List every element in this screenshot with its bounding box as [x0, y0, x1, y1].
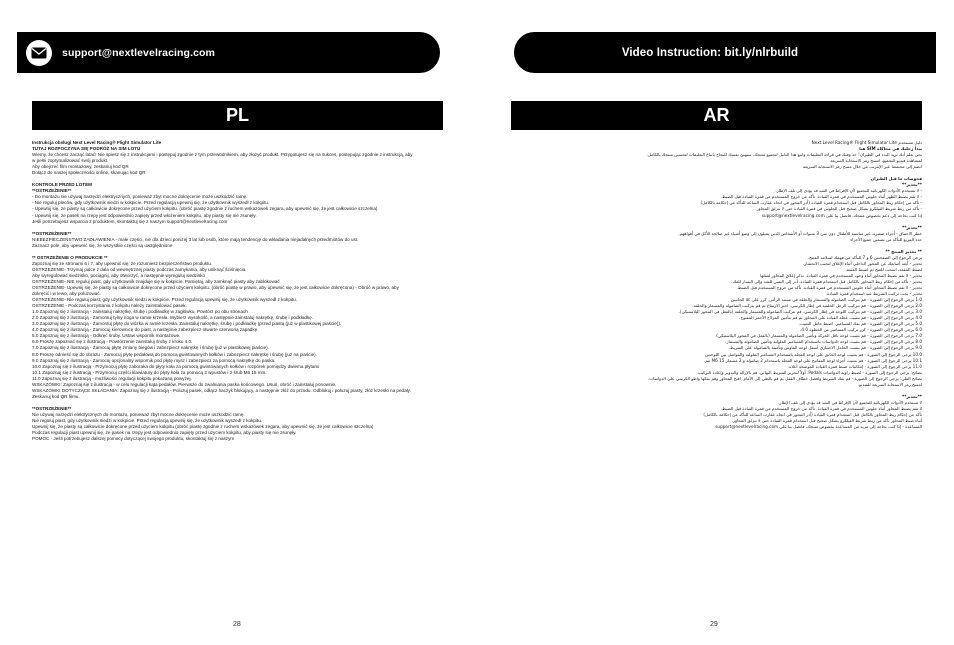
- video-instruction-link[interactable]: Video Instruction: bit.ly/nlrbuild: [621, 46, 799, 59]
- text-line: 10.0 يرجى الرجوع إلى الصورة - قم بتثبيت لوحة الخانق على لوحة العجلة باستخدام المسامير الملولبة والفواصل بين اللوحتين: [705, 351, 922, 357]
- text-line: Wiemy, że chcesz zacząć latać! Nie spiesz się z instrukcjami i postępuj zgodnie z tym przewodnikiem, aby złożyć produkt. Przygotujesz się na sukces, postępując zgodnie z instrukcją, aby: [32, 152, 413, 158]
- text-line: OSTRZEŻENIE- NIE reguluj piast, gdy użytkownik znajduje się w kokpicie. Pamiętaj, aby zamknąć piasty aby zablokować: [32, 278, 280, 284]
- text-line: - تأكد من إحكام ربط المحاور بالكامل قبل استخدام قمرة القيادة (أدر المحور في اتجاه عقارب الساعة للتأكد من إحكامه بالكامل): [700, 200, 922, 206]
- text-line: 7.0 Zapoznaj się z ilustracją - Zamocuj płytę zmiany biegów i zabezpiecz nakrętkę i śrubę (już w plastikowej piaście).: [32, 345, 269, 351]
- text-line: 2.0 يرجى الرجوع إلى الصورة - قم بتركيب الرجل الخلفية في إطار الكرسي. اختر الارتفاع ثم قم بتركيب الصامولة والمسمار والحلقة.: [692, 303, 922, 309]
- text-line: 11.0 يرجى الرجوع إلى الصورة - إمكانيات ضبط قمرة القيادة الموضحة أعلاه.: [787, 363, 922, 369]
- text-line: Nie używaj narzędzi elektrycznych do montażu, ponieważ zbyt mocne dokręcenie może uszkodzić ramę.: [32, 411, 245, 417]
- page-number-left: 28: [233, 621, 241, 628]
- text-line: WSKAZÓWKI: Zapoznaj się z ilustracją - w celu regulacji kąta pedałów. Pierwsze do zwalniania paska końcowego. Usuń, obróć i zainstaluj ponownie.: [32, 381, 337, 387]
- text-line: نصائح الطي: يرجى الرجوع إلى الصورة - قم بفك الشريط وافصل خطاف القفل ثم قم بالطي إلى الأمام. افتح المحاور وقم بفكها واطو الكرسي على الدواسات.: [647, 375, 922, 381]
- section-heading: **OSTRZEŻENIE**: [32, 405, 72, 411]
- text-line: امسح رمز الاستجابة السريعة للفيديو.: [857, 381, 922, 387]
- text-line: المساعدة - إذا كنت بحاجة إلى مزيد من المساعدة بخصوص منتجك، فاتصل بنا على support@nextlevelracing.com: [715, 424, 922, 430]
- text-line: 6.0 يرجى الرجوع إلى الصورة - كرر تركيب المسامير من الخطوة 4.0.: [799, 327, 922, 333]
- text-line: لضبط المقعد، اسحب للفتح ثم اضبط المقعد: [845, 266, 922, 272]
- text-line: Zeskanuj kod QR filmu.: [32, 393, 80, 399]
- text-line: 4.0 Zapoznaj się z ilustracją - Zamocuj kierownicę do piast, a następnie zabezpiecz otwarte czerwoną zapadkę.: [32, 327, 259, 333]
- text-line: 2.0 Zapoznaj się z ilustracją - Zamontuj tylny noga w ramie krzesła. Wybierz wysokość, a następnie zainstaluj nakrętkę, śrubę i podkładkę.: [32, 315, 314, 321]
- text-line: 8.0 يرجى الرجوع إلى الصورة - قم بتثبيت لوحة الدواسات باستخدام المسامير الملولبة وتأمين الصامولة والمسمار.: [725, 339, 922, 345]
- text-line: تحذير - يجب تركيب الشريط عند استخدام قمرة القيادة.: [825, 291, 922, 297]
- text-line: OSTRZEŻENIE- Nie reguluj piast, gdy użytkownik siedzi w kokpicie. Przed regulacją upewnij się, że użytkownik wyszedł z kokpitu.: [32, 297, 298, 303]
- text-line: يرجى الرجوع إلى الصفحتين 6 و 7 للتأكد من فهمك لسلامة المنتج.: [807, 254, 922, 260]
- section-heading: TUTAJ ROZPOCZYNA SIĘ PODRÓŻ NA SIM LOTU: [32, 146, 141, 152]
- text-line: - Upewnij się, że pasek na rzepy jest odpowiednio zapięty przed włożeniem kokpitu, aby piasty się nie zsunęły.: [32, 212, 257, 218]
- text-line: انضم إلى مجتمعنا عبر الإنترنت من خلال مسح رمز الاستجابة السريعة: [802, 164, 922, 170]
- text-line: w pełni zoptymalizować swój produkt.: [32, 158, 109, 164]
- text-line: لا تقم بضبط المحاور أثناء جلوس المستخدم في قمرة القيادة. تأكد من خروج المستخدم من قمرة القيادة قبل الضبط.: [720, 405, 922, 411]
- text-line: - Nie reguluj pleców, gdy użytkownik siedzi w kokpicie. Przed regulacją upewnij się, że użytkownik wyszedł z kokpitu.: [32, 200, 270, 206]
- text-line: 5.0 يرجى الرجوع إلى الصورة - قم بفك المسامير. اضبط حامل التثبيت.: [798, 321, 922, 327]
- text-line: Upewnij się, że piasty są całkowicie dokręcone przed użyciem kokpitu (obróć piastę zgodnie z ruchem wskazówek zegara, aby upewnić się, że jest całkowicie szczelna): [32, 424, 374, 430]
- text-line: تحذير - أبعد أصابعك عن المحور الداخلي أثناء الإغلاق لتجنب الانحشار.: [802, 260, 922, 266]
- text-line: Jeśli potrzebujesz wsparcia z produktem, skontaktuj się z naszym support@nextlevelracing.com: [32, 218, 228, 224]
- text-line: أثناء ضبط المحاور تأكد من ربط شريط الفيلكرو بشكل صحيح قبل استخدام قمرة القيادة حتى لا تنزلق المحاور.: [731, 417, 922, 423]
- text-line: Dołącz do naszej społeczności online, skanując kod QR: [32, 170, 146, 176]
- text-line: - لا تقم بضبط الظهر أثناء جلوس المستخدم في قمرة القيادة. تأكد من خروج المستخدم من قمرة القيادة قبل الضبط.: [720, 194, 922, 200]
- email-bar: [17, 32, 440, 73]
- text-line: دليل مستخدم Next Level Racing® Flight Simulator Lite: [811, 140, 922, 145]
- text-line: OSTRZEŻENIE- Trzymaj palce z dala od wewnętrznej piasty podczas zamykania, aby uniknąć ściśnięcia.: [32, 266, 247, 272]
- text-line: 11.0 Zapoznaj się z ilustracją - możliwości regulacji kokpitu pokazaną powyżej.: [32, 375, 192, 381]
- text-line: 1.0 يرجى الرجوع إلى الصورة - قم بتركيب الصامولة والمسمار والحلقة في مسند الرأس. كرر على كلا الجانبين: [731, 297, 922, 303]
- page-number-right: 29: [710, 621, 718, 628]
- section-heading: ** تحذير المنتج **: [885, 248, 922, 254]
- text-line: Podczas regulacji piast upewnij się, że pasek na rzepy jest odpowiednio zapięty przed użyciem kokpitu, aby piasty się nie zsunęły.: [32, 430, 297, 436]
- text-line: POMOC - Jeśli potrzebujesz dalszej pomocy dotyczącej swojego produktu, skontaktuj się z naszym: [32, 436, 235, 442]
- text-line: OSTRZEŻENIE- Upewnij się, że piasty są całkowicie dokręcone przed użyciem kokpitu. (obróć piastę w prawo, aby upewnić się, że jest całkowicie dokręcona) - Obróć w prawo, aby: [32, 284, 399, 290]
- section-heading: **OSTRZEŻENIE**: [32, 188, 72, 194]
- text-line: تحذير - تأكد من إحكام ربط المحاور بالكامل قبل استخدام قمرة القيادة. أدر إلى اليمين للشد وإلى اليسار للفك.: [731, 278, 922, 284]
- text-line: - تأكد من ربط شريط الفيلكرو بشكل صحيح قبل الجلوس في قمرة القيادة حتى لا تنزلق المحاور.: [755, 206, 922, 212]
- text-line: لا تستخدم الأدوات الكهربائية للتجميع لأن الإفراط في الشد قد يؤدي إلى تلف الإطار.: [778, 399, 922, 405]
- language-heading-ar: AR: [511, 101, 922, 130]
- text-line: - لا تستخدم الأدوات الكهربائية للتجميع لأن الإفراط في الشد قد يؤدي إلى تلف الإطار.: [775, 188, 922, 194]
- text-line: NIEBEZPIECZEŃSTWO ZADŁAWIENIA - małe części, nie dla dzieci poniżej 3 lat lub osób, które mają tendencję do wkładania niejadalnych przedmiotów do ust.: [32, 236, 359, 242]
- text-line: 1.0 Zapoznaj się z ilustracją - zainstaluj nakrętkę, śrubę i podkładkę w zagłówku. Powtórz po obu stronach: [32, 309, 248, 315]
- section-heading: **تحذير**: [902, 182, 922, 188]
- section-heading: **OSTRZEŻENIE**: [32, 230, 72, 236]
- section-heading: **تحذير**: [902, 224, 922, 230]
- text-line: 3.0 يرجى الرجوع إلى الصورة - قم بتركيب اللوحة في إطار الكرسي. قم بتركيب الصامولة والمسمار والحلقة (بالفعل في المحور البلاستيكي).: [678, 309, 922, 315]
- language-heading-pl: PL: [32, 101, 443, 130]
- section-heading: فحوصات ما قبل الطيران: [870, 176, 922, 182]
- text-line: إذا كنت بحاجة إلى دعم بخصوص منتجك، فاتصل بنا على support@nextlevelracing.com: [761, 212, 922, 218]
- text-line: Aby wyregulować siedzisko, pociągnij, aby otworzyć, a następnie wyreguluj siedzisko: [32, 272, 206, 278]
- text-line: Zaznacz pole, aby upewnić się, że wszystkie części są uwzględnione: [32, 242, 173, 248]
- section-heading: ** OSTRZEŻENIE O PRODUKCIE **: [32, 254, 108, 260]
- video-bar: [514, 32, 936, 73]
- text-line: تحذير - لا تقم بضبط المحاور أثناء وجود المستخدم في قمرة القيادة. تذكر إغلاق المحاور لقفلها: [760, 272, 922, 278]
- text-line: 10.1 Zapoznaj się z ilustracją - Przymocuj części klawiatury do płyty koła za pomocą 2 wpustów i 2 śrub M6 15 mm.: [32, 369, 267, 375]
- text-line: dokręcić i w lewo, aby poluzować.: [32, 291, 101, 297]
- text-line: Nie reguluj piast, gdy użytkownik siedzi w kokpicie. Przed regulacją upewnij się, że użytkownik wyszedł z kokpitu.: [32, 417, 263, 423]
- text-line: خطر الاختناق - أجزاء صغيرة، غير مناسبة للأطفال دون سن 3 سنوات أو الأشخاص الذين يميلون إلى وضع أشياء غير صالحة للأكل في أفواههم.: [678, 230, 922, 236]
- text-line: WSKAZÓWKI DOTYCZĄCE SKŁADANIA: Zapoznaj się z ilustracją - Poluzuj pasek, odłącz haczyk blokujący, a następnie złóż do przodu. Odblokuj i poluzuj piasty, złóż krzesło na pedały.: [32, 387, 411, 393]
- manual-text-ar: [511, 140, 922, 610]
- text-line: 3.0 Zapoznaj się z ilustracją - Zamontuj płytę do wózka w ramie krzesła. Zainstaluj nakrętkę, śrubę i podkładkę (przed piastą (już w plastikowej piaście)).: [32, 321, 342, 327]
- text-line: لمشاهدة فيديو التجميع، امسح رمز الاستجابة السريعة: [830, 158, 922, 164]
- section-heading: **تحذير**: [902, 393, 922, 399]
- text-line: 10.0 Zapoznaj się z ilustracją - Przymocuj płytę zaboraka do płyty koła za pomocą gwintowanych kołków i rozpórek pomiędzy dwiema płytami: [32, 363, 320, 369]
- text-line: 4.0 يرجى الرجوع إلى الصورة - قم بتثبيت عجلة القيادة على المحاور ثم قم بتأمين المزلاج الأحمر المفتوح.: [739, 315, 922, 321]
- text-line: تحذير - لا تقم بضبط المحاور أثناء جلوس المستخدم في قمرة القيادة. تأكد من خروج المستخدم قبل الضبط.: [736, 284, 922, 290]
- text-line: Aby obejrzeć film montażowy, zeskanuj kod QR: [32, 164, 129, 170]
- text-line: نصائح: يرجى الرجوع إلى الصورة - لضبط زاوية الدواسات Pedals. أولاً لتحرير الشريط النهائي. قم بالإزالة والتدوير وإعادة التركيب.: [696, 369, 922, 375]
- text-line: تأكد من إحكام ربط المحاور بالكامل قبل استخدام قمرة القيادة (أدر المحور في اتجاه عقارب الساعة للتأكد من إحكامه بالكامل): [703, 411, 922, 417]
- text-line: 6.0 Proszę zapoznać się z ilustracją - Powtórzenie zainstaluj śruby z kroku 4.0.: [32, 339, 193, 345]
- text-line: 8.0 Proszę odnieść się do obrazu - Zamocuj płytę pedałową do pomocą gwintowanych kołków i zabezpiecz nakrętkę i śrubę (już na piaście).: [32, 351, 317, 357]
- text-line: Zapoznaj się ze stronami 6 i 7, aby upewnić się, że rozumiesz bezpieczeństwo produktu.: [32, 260, 213, 266]
- section-heading: KONTROLE PRZED LOTEM: [32, 182, 92, 188]
- text-line: نحن نعلم أنك تريد البدء في الطيران! خذ وقتك في قراءة التعليمات واتبع هذا الدليل لتجميع منتجك. ستهيئ نفسك للنجاح باتباع التعليمات لتحسين منتجك بالكامل.: [646, 152, 922, 158]
- mail-icon: [26, 40, 52, 66]
- support-email-link[interactable]: support@nextlevelracing.com: [62, 46, 215, 59]
- manual-text-pl: [32, 140, 443, 610]
- text-line: - Upewnij się, że piasty są całkowicie dokręcone przed użyciem kokpitu. (obróć piastę zgodnie z ruchem wskazówek zegara, aby upewnić się, że jest całkowicie szczelna): [32, 206, 378, 212]
- text-line: 7.0 يرجى الرجوع إلى الصورة - قم بتثبيت لوحة ناقل الحركة وتأمين الصامولة والمسمار (بالفعل في المحور البلاستيكي).: [714, 333, 922, 339]
- text-line: OSTRZEŻENIE - Podczas korzystania z kokpitu należy zainstalować pasek.: [32, 303, 187, 309]
- section-heading: تبدأ رحلتك في محاكاة SIM هنا: [859, 146, 922, 152]
- text-line: - Do montażu nie używaj narzędzi elektrycznych, ponieważ zbyt mocne dokręcenie może uszkodzić ramę.: [32, 194, 248, 200]
- section-heading: Instrukcja obsługi Next Level Racing® Flight Simulator Lite: [32, 140, 162, 145]
- text-line: 10.1 يرجى الرجوع إلى الصورة - قم بتثبيت أجزاء لوحة المفاتيح على لوحة العجلة باستخدام 2 صامولة و 2 مسمار M6 15 مم.: [703, 357, 922, 363]
- text-line: حدد المربع للتأكد من تضمين جميع الأجزاء: [850, 236, 922, 242]
- text-line: 9.0 يرجى الرجوع إلى الصورة - قم بتثبيت الحامل الاختياري أسفل لوحة الماوس وتأمينه بالصامولة على الشريط.: [728, 345, 922, 351]
- text-line: 5.0 Zapoznaj się z ilustracją - Odkręć śruby. Ustaw wspornik montażowe.: [32, 333, 181, 339]
- text-line: 9.0 Zapoznaj się z ilustracją - Zamocuj opcjonalny wspornik pod płytę mysz i zabezpiecz za pomocą nakrętkę do paska.: [32, 357, 276, 363]
